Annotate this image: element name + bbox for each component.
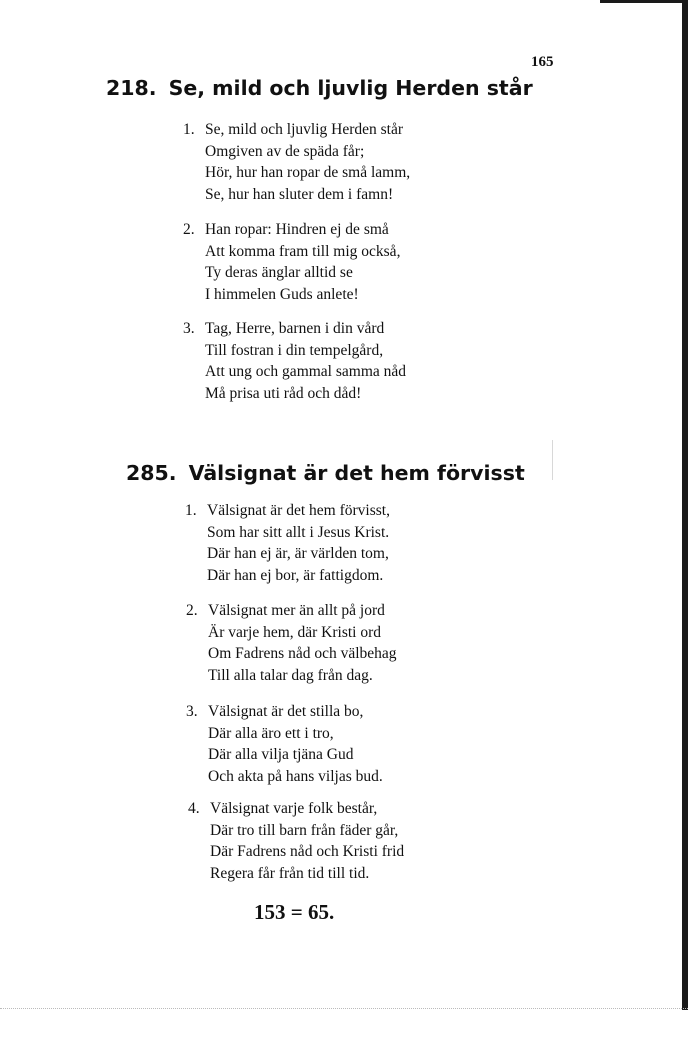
verse-line: Som har sitt allt i Jesus Krist.: [207, 523, 390, 541]
verse-number: 1.: [183, 121, 195, 138]
verse-line: Där Fadrens nåd och Kristi frid: [210, 843, 405, 861]
verse-line: Till alla talar dag från dag.: [208, 666, 373, 684]
hymn-title-218: [106, 76, 533, 100]
verse-line: Till fostran i din tempelgård,: [205, 341, 384, 359]
hymn-number: 218.: [106, 76, 157, 100]
verse-line: Är varje hem, där Kristi ord: [208, 623, 382, 641]
verse-285-3: [186, 701, 383, 787]
verse-number: 2.: [186, 602, 198, 619]
verse-line: Där alla äro ett i tro,: [208, 724, 334, 742]
page-number: 165: [531, 54, 554, 70]
verse-line: Att ung och gammal samma nåd: [205, 363, 407, 381]
verse-number: 4.: [188, 800, 200, 817]
hymn-title-text: Se, mild och ljuvlig Herden står: [168, 76, 533, 100]
verse-line: Välsignat varje folk består,: [210, 800, 378, 817]
bottom-scan-rule: [0, 1008, 688, 1010]
page-edge-top: [600, 0, 688, 3]
verse-line: Hör, hur han ropar de små lamm,: [205, 164, 411, 182]
verse-number: 3.: [183, 320, 195, 337]
page-edge-right: [682, 0, 688, 1010]
verse-line: Där tro till barn från fäder går,: [210, 821, 399, 839]
verse-line: Att komma fram till mig också,: [205, 242, 401, 260]
verse-line: Tag, Herre, barnen i din vård: [205, 320, 385, 337]
verse-line: Se, mild och ljuvlig Herden står: [205, 121, 404, 138]
faint-scan-line: [552, 440, 553, 480]
verse-line: Se, hur han sluter dem i famn!: [205, 185, 394, 203]
verse-285-1: [185, 500, 390, 586]
verse-218-1: [183, 119, 411, 205]
verse-number: 1.: [185, 502, 197, 519]
verse-line: Han ropar: Hindren ej de små: [205, 221, 389, 238]
verse-line: Där han ej är, är världen tom,: [207, 545, 389, 563]
verse-285-4: [188, 798, 405, 884]
verse-line: Där han ej bor, är fattigdom.: [207, 566, 384, 584]
verse-line: Om Fadrens nåd och välbehag: [208, 645, 397, 663]
verse-line: Där alla vilja tjäna Gud: [208, 746, 354, 764]
hymn-title-285: [126, 461, 525, 485]
verse-line: Regera får från tid till tid.: [210, 864, 370, 882]
hymn-title-text: Välsignat är det hem förvisst: [188, 461, 525, 485]
verse-number: 3.: [186, 703, 198, 720]
verse-218-2: [183, 219, 401, 305]
verse-line: Ty deras änglar alltid se: [205, 264, 353, 282]
verse-number: 2.: [183, 221, 195, 238]
verse-line: Må prisa uti råd och dåd!: [205, 384, 362, 402]
verse-line: Välsignat är det hem förvisst,: [207, 502, 390, 519]
verse-218-3: [183, 318, 407, 404]
verse-line: Välsignat mer än allt på jord: [208, 602, 385, 619]
hymn-number: 285.: [126, 461, 177, 485]
verse-line: Välsignat är det stilla bo,: [208, 703, 364, 720]
verse-line: Omgiven av de späda får;: [205, 142, 365, 160]
footer-formula: 153 = 65.: [254, 900, 335, 924]
verse-285-2: [186, 600, 397, 686]
verse-line: I himmelen Guds anlete!: [205, 285, 359, 303]
verse-line: Och akta på hans viljas bud.: [208, 767, 383, 785]
